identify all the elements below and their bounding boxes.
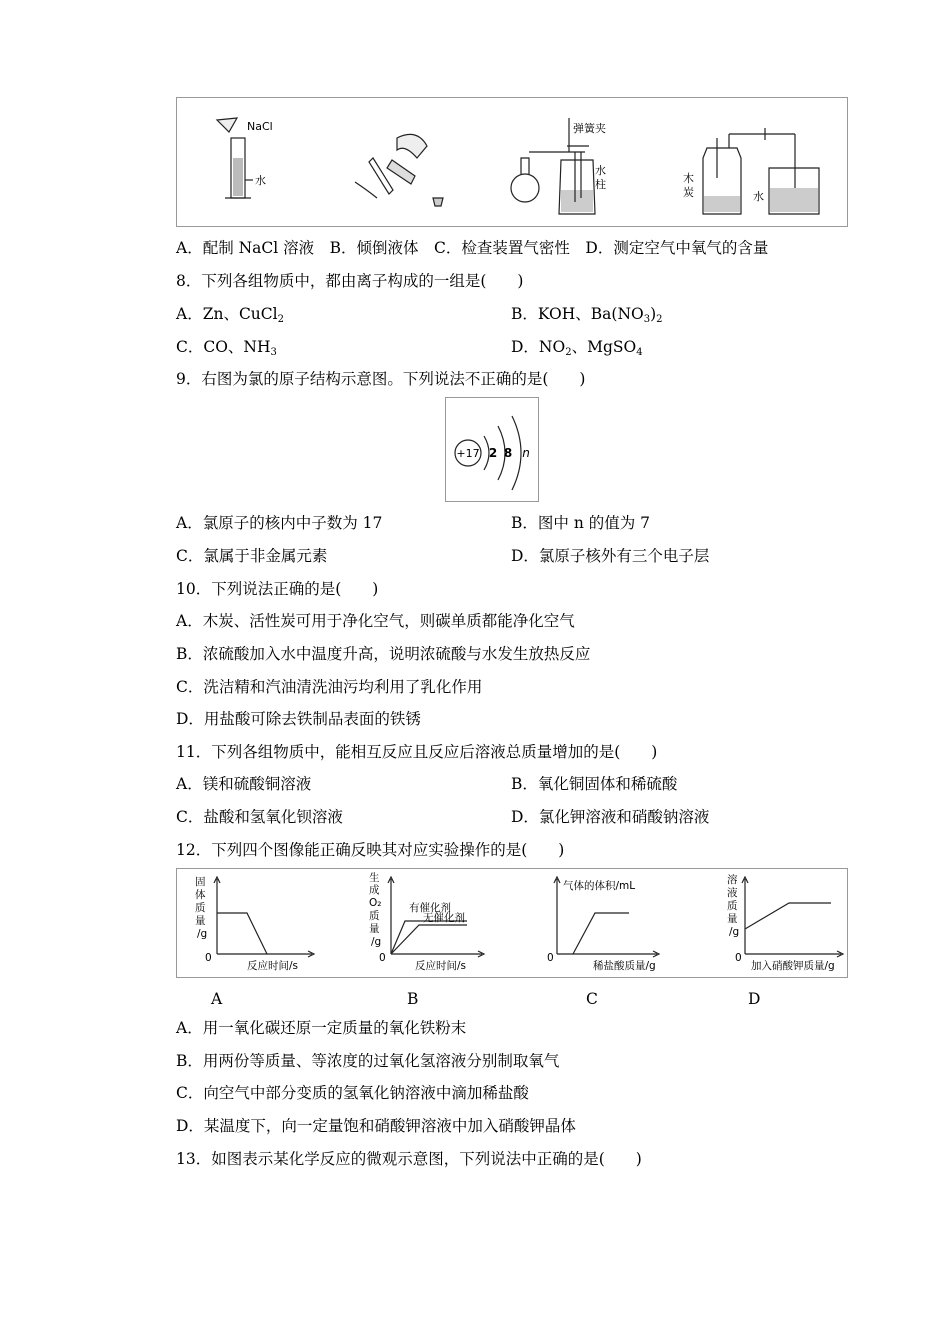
water-label-a: 水: [255, 174, 266, 187]
water-label-d: 水: [753, 190, 764, 203]
q10-option-d: D．用盐酸可除去铁制品表面的铁锈: [176, 710, 421, 728]
q12-graphs-drawing: [177, 869, 847, 977]
q10-option-c: C．洗洁精和汽油清洗油污均利用了乳化作用: [176, 678, 483, 696]
graph-c-ylabel: 气体的体积/mL: [563, 880, 636, 892]
graph-b-curve-without-catalyst: 无催化剂: [423, 912, 465, 924]
q7-options: A．配制 NaCl 溶液 B．倾倒液体 C．检查装置气密性 D．测定空气中氧气的含量: [176, 239, 769, 257]
shell-arc-3: [512, 416, 521, 490]
atom-structure-drawing: [446, 398, 538, 501]
graph-label-b: B: [407, 990, 419, 1008]
graph-a: [214, 877, 314, 957]
graph-label-d: D: [748, 990, 761, 1008]
q11-option-b: B．氧化铜固体和稀硫酸: [511, 775, 678, 793]
graph-c-xlabel: 稀盐酸质量/g: [593, 960, 656, 972]
q8-d-mid: 、MgSO: [571, 338, 637, 356]
q9-option-c: C．氯属于非金属元素: [176, 547, 328, 565]
q8-a-sub: 2: [277, 314, 284, 325]
q12-graphs-figure: [176, 868, 848, 978]
nacl-label: NaCl: [247, 120, 273, 133]
graph-b-ylabel-1: 生: [369, 872, 380, 884]
q8-d-sub1: 2: [565, 347, 572, 358]
q8-stem: 8．下列各组物质中，都由离子构成的一组是( ): [176, 272, 524, 290]
q8-option-c: [176, 337, 277, 357]
q12-option-b: B．用两份等质量、等浓度的过氧化氢溶液分别制取氧气: [176, 1052, 560, 1070]
graph-b-ylabel-6: /g: [371, 936, 382, 948]
q8-option-d: [511, 337, 643, 357]
graph-a-ylabel-4: 量: [195, 915, 206, 927]
q9-option-b: B．图中 n 的值为 7: [511, 514, 651, 532]
nucleus-charge: +17: [456, 447, 480, 460]
q8-b-mid: ): [650, 305, 657, 323]
graph-label-a: A: [211, 990, 223, 1008]
q8-c-text: C．CO、NH: [176, 338, 271, 356]
water-column-label-2: 柱: [595, 178, 606, 191]
q13-stem: 13．如图表示某化学反应的微观示意图，下列说法中正确的是( ): [176, 1150, 642, 1168]
shell-1-electrons: 2: [488, 446, 498, 460]
graph-b-ylabel-4: 质: [369, 910, 380, 922]
chlorine-atom-diagram: [445, 397, 539, 502]
q8-d-sub2: 4: [636, 347, 643, 358]
q9-option-d: D．氯原子核外有三个电子层: [511, 547, 710, 565]
graph-d-ylabel-2: 液: [727, 887, 738, 899]
graph-d: [742, 877, 843, 957]
shell-3-electrons: n: [522, 446, 530, 460]
q7-apparatus-figure: [176, 97, 848, 227]
graph-d-ylabel-5: /g: [729, 926, 740, 938]
graph-d-xlabel: 加入硝酸钾质量/g: [751, 960, 835, 972]
graph-d-origin: 0: [735, 952, 742, 964]
graph-a-ylabel-1: 固: [195, 876, 206, 888]
q12-option-d: D．某温度下，向一定量饱和硝酸钾溶液中加入硝酸钾晶体: [176, 1117, 576, 1135]
q8-d-text: D．NO: [511, 338, 566, 356]
q10-stem: 10．下列说法正确的是( ): [176, 580, 379, 598]
graph-label-c: C: [586, 990, 598, 1008]
graph-b-curve-with-catalyst: 有催化剂: [409, 902, 451, 914]
graph-d-ylabel-1: 溶: [727, 874, 738, 886]
q11-option-d: D．氯化钾溶液和硝酸钠溶液: [511, 808, 710, 826]
charcoal-label-1: 木: [683, 172, 694, 185]
q8-option-b: [511, 304, 663, 324]
spring-clamp-label: 弹簧夹: [573, 122, 606, 135]
q9-option-a: A．氯原子的核内中子数为 17: [176, 514, 383, 532]
q8-c-sub: 3: [270, 347, 277, 358]
q7-apparatus-drawing: [177, 98, 847, 226]
graph-b-ylabel-2: 成: [369, 884, 380, 896]
q11-option-a: A．镁和硫酸铜溶液: [176, 775, 312, 793]
graph-b-xlabel: 反应时间/s: [415, 960, 467, 972]
graph-c-origin: 0: [547, 952, 554, 964]
q11-stem: 11．下列各组物质中，能相互反应且反应后溶液总质量增加的是( ): [176, 743, 658, 761]
q12-stem: 12．下列四个图像能正确反映其对应实验操作的是( ): [176, 841, 565, 859]
graph-d-ylabel-4: 量: [727, 913, 738, 925]
graph-d-ylabel-3: 质: [727, 900, 738, 912]
shell-2-electrons: 8: [503, 446, 513, 460]
graph-b-origin: 0: [379, 952, 386, 964]
graph-b-ylabel-3: O₂: [369, 897, 382, 909]
graph-a-xlabel: 反应时间/s: [247, 960, 299, 972]
q8-b-sub1: 3: [643, 314, 651, 325]
charcoal-label-2: 炭: [683, 186, 694, 199]
q9-stem: 9．右图为氯的原子结构示意图。下列说法不正确的是( ): [176, 370, 586, 388]
q12-option-c: C．向空气中部分变质的氢氧化钠溶液中滴加稀盐酸: [176, 1084, 529, 1102]
q8-option-a: [176, 304, 284, 324]
q8-b-sub2: 2: [656, 314, 663, 325]
q12-option-a: A．用一氧化碳还原一定质量的氧化铁粉末: [176, 1019, 467, 1037]
pouring-liquid-icon: [355, 134, 443, 206]
q8-b-text: B．KOH、Ba(NO: [511, 305, 644, 323]
q10-option-b: B．浓硫酸加入水中温度升高，说明浓硫酸与水发生放热反应: [176, 645, 591, 663]
water-column-label-1: 水: [595, 164, 606, 177]
q10-option-a: A．木炭、活性炭可用于净化空气，则碳单质都能净化空气: [176, 612, 575, 630]
q11-option-c: C．盐酸和氢氧化钡溶液: [176, 808, 343, 826]
graph-a-ylabel-2: 体: [195, 889, 206, 901]
graph-a-origin: 0: [205, 952, 212, 964]
q8-a-text: A．Zn、CuCl: [176, 305, 278, 323]
graph-b-ylabel-5: 量: [369, 923, 380, 935]
graph-a-ylabel-5: /g: [197, 928, 208, 940]
graph-a-ylabel-3: 质: [195, 902, 206, 914]
